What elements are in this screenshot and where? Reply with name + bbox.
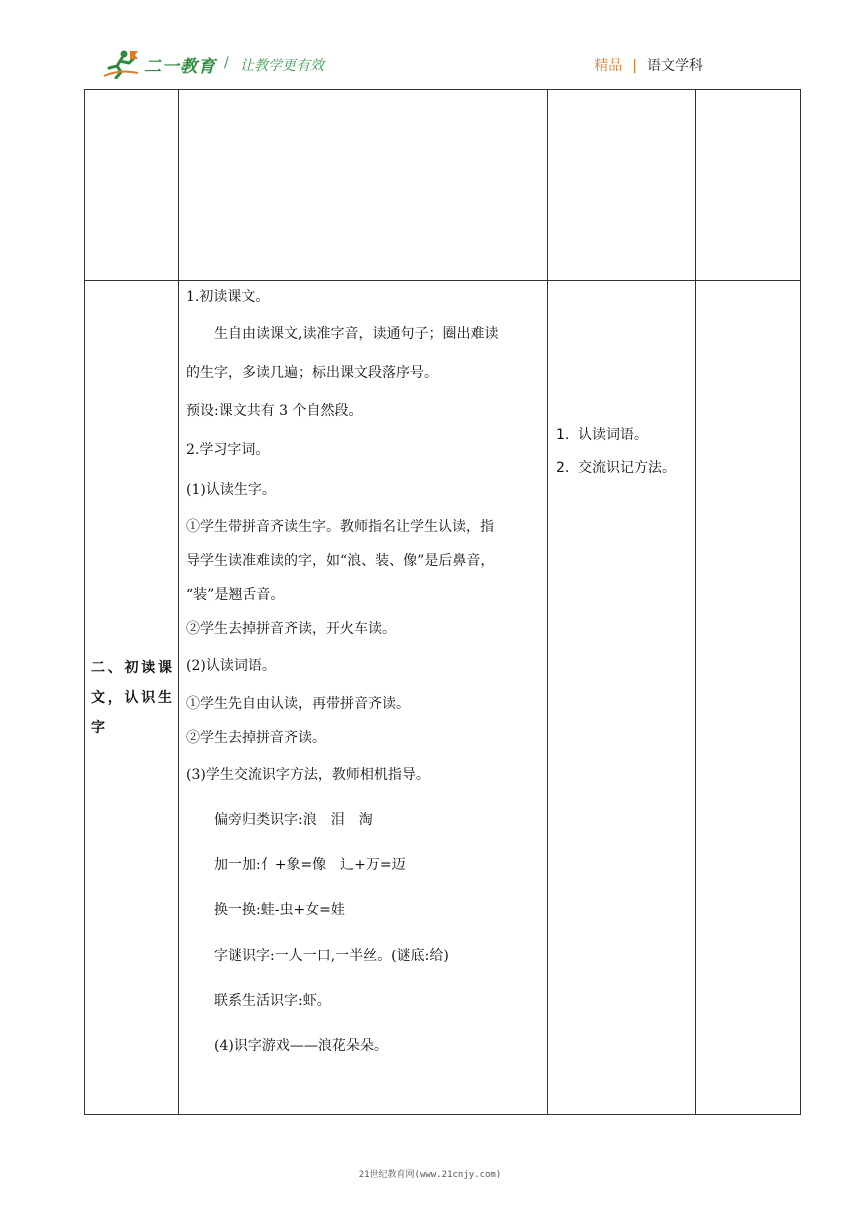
content-line: 生自由读课文,读准字音，读通句子；圈出难读	[214, 326, 499, 342]
content-line: ②学生去掉拼音齐读。	[186, 730, 326, 746]
subject-name: 语文学科	[647, 58, 703, 74]
goal-item	[556, 457, 695, 490]
content-line: 偏旁归类识字:浪 泪 淘	[214, 812, 373, 828]
content-line: 联系生活识字:虾。	[214, 993, 331, 1009]
content-line: 导学生读准难读的字，如“浪、装、像”是后鼻音，	[186, 553, 495, 569]
header-divider: /	[224, 55, 229, 71]
logo	[104, 46, 216, 82]
table-row	[85, 90, 801, 281]
content-line: 1.初读课文。	[186, 289, 270, 305]
content-line: ①学生先自由认读，再带拼音齐读。	[186, 696, 410, 712]
brand-divider: |	[632, 58, 637, 74]
content-line: (2)认读词语。	[186, 658, 276, 674]
content-line: 加一加:亻+象=像 辶+万=迈	[214, 857, 406, 873]
table-cell	[179, 90, 548, 281]
brand-name: 精品	[594, 58, 623, 74]
table-cell	[548, 90, 696, 281]
lesson-content	[179, 281, 548, 1115]
content-line: “装”是翘舌音。	[186, 587, 285, 603]
runner-logo-icon	[104, 49, 140, 79]
content-line: 换一换:蛙-虫+女=娃	[214, 902, 345, 918]
content-line: (1)认读生字。	[186, 482, 276, 498]
content-line: (3)学生交流识字方法，教师相机指导。	[186, 767, 430, 783]
content-line: ①学生带拼音齐读生字。教师指名让学生认读，指	[186, 519, 494, 535]
page-footer: 21世纪教育网(www.21cnjy.com)	[358, 1170, 502, 1180]
content-line: (4)识字游戏——浪花朵朵。	[214, 1038, 388, 1054]
lesson-table	[84, 89, 801, 1115]
table-cell	[696, 281, 801, 1115]
stage-title: 二、初读课文，认识生字	[85, 281, 179, 1115]
content-line: ②学生去掉拼音齐读，开火车读。	[186, 621, 396, 637]
goal-text: 认读词语。	[578, 427, 648, 443]
goal-item	[556, 424, 695, 457]
learning-goals	[548, 281, 696, 1115]
content-line: 字谜识字:一人一口,一半丝。(谜底:给)	[214, 948, 449, 964]
content-line: 2.学习字词。	[186, 442, 270, 458]
table-cell	[85, 90, 179, 281]
slogan: 让教学更有效	[240, 58, 324, 74]
table-row	[85, 281, 801, 1115]
content-line: 的生字，多读几遍；标出课文段落序号。	[186, 365, 438, 381]
logo-text: 二一教育	[144, 56, 216, 77]
page-header	[0, 0, 860, 90]
goal-number: 2.	[556, 460, 570, 476]
content-line: 预设:课文共有 3 个自然段。	[186, 403, 363, 419]
goal-text: 交流识记方法。	[578, 460, 676, 476]
brand-label	[594, 55, 703, 75]
table-cell	[696, 90, 801, 281]
goal-number: 1.	[556, 427, 570, 443]
